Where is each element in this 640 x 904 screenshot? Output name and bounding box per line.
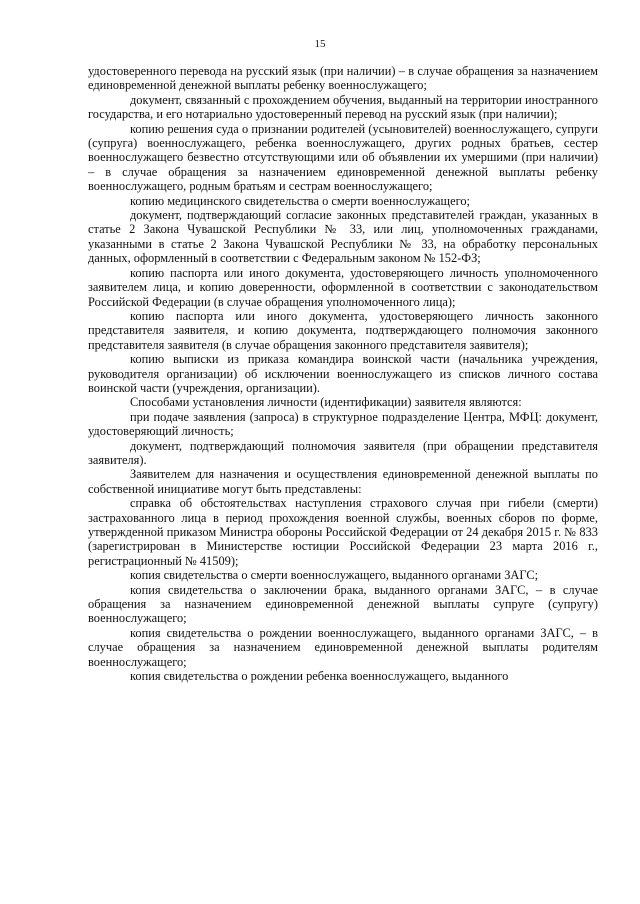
paragraph: документ, подтверждающий полномочия заявителя (при обращении представителя заявителя).: [88, 438, 598, 467]
paragraph: копию паспорта или иного документа, удостоверяющего личность законного представителя заявителя, и копию документа, подтверждающего полномочия законного представителя заявителя (в случае обращения законного представителя заявителя);: [88, 308, 598, 352]
paragraph: копия свидетельства о смерти военнослужащего, выданного органами ЗАГС;: [130, 568, 539, 583]
paragraph: копию медицинского свидетельства о смерти военнослужащего;: [130, 193, 471, 208]
paragraph-truncated: копия свидетельства о рождении ребенка военнослужащего, выданного: [130, 669, 509, 684]
paragraph-continuation: удостоверенного перевода на русский язык (при наличии) – в случае обращения за назначением единовременной денежной выплаты ребенку военнослужащего;: [88, 64, 598, 93]
page-number: 15: [314, 38, 326, 50]
paragraph: копию выписки из приказа командира воинской части (начальника учреждения, руководителя организации) об исключении военнослужащего из списков личного состава воинской части (учреждения, организации).: [88, 352, 598, 395]
paragraph: при подаче заявления (запроса) в структурное подразделение Центра, МФЦ: документ, удостоверяющий личность;: [88, 409, 598, 439]
paragraph: копия свидетельства о рождении военнослужащего, выданного органами ЗАГС, – в случае обращения за назначением единовременной денежной выплаты родителям военнослужащего;: [88, 625, 598, 669]
paragraph: копию паспорта или иного документа, удостоверяющего личность уполномоченного заявителем лица, и копию доверенности, оформленной в соответствии с законодательством Российской Федерации (в случае обращения уполномоченного лица);: [88, 265, 598, 309]
paragraph: копию решения суда о признании родителей (усыновителей) военнослужащего, супруги (супруга) военнослужащего, ребенка военнослужащего, других родных братьев, сестер военнослужащего безвестно отсутствующими или об объявлении их умершими (при наличии) – в случае обращения за назначением единовременной денежной выплаты ребенку военнослужащего, родным братьям и сестрам военнослужащего;: [88, 121, 598, 194]
paragraph: документ, подтверждающий согласие законных представителей граждан, указанных в статье 2 Закона Чувашской Республики № 33, или лиц, уполномоченных гражданами, указанными в статье 2 Закона Чувашской Республики № 33, на обработку персональных данных, оформленный в соответствии с Федеральным законом № 152-ФЗ;: [88, 208, 598, 266]
paragraph: документ, связанный с прохождением обучения, выданный на территории иностранного государства, и его нотариально удостоверенный перевод на русский язык (при наличии);: [88, 92, 598, 122]
document-body: [88, 64, 598, 683]
paragraph: Заявителем для назначения и осуществления единовременной денежной выплаты по собственной инициативе могут быть представлены:: [88, 467, 598, 496]
paragraph: Способами установления личности (идентификации) заявителя являются:: [130, 395, 522, 410]
paragraph: справка об обстоятельствах наступления страхового случая при гибели (смерти) застрахованного лица в период прохождения военной службы, военных сборов по форме, утвержденной приказом Министра обороны Российской Федерации от 24 декабря 2015 г. № 833 (зарегистрирован в Министерстве юстиции Российской Федерации 23 марта 2016 г., регистрационный № 41509);: [88, 496, 598, 568]
paragraph: копия свидетельства о заключении брака, выданного органами ЗАГС, – в случае обращения за назначением единовременной денежной выплаты супруге (супругу) военнослужащего;: [88, 582, 598, 626]
